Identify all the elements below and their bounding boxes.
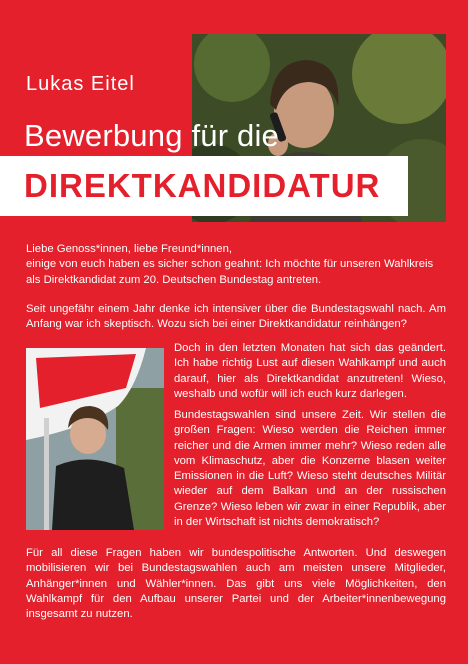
flag-photo-illustration — [26, 348, 164, 530]
title-line-2: DIREKTKANDIDATUR — [24, 167, 381, 204]
author-name: Lukas Eitel — [26, 73, 135, 95]
paragraph-2: Seit ungefähr einem Jahr denke ich intensiver über die Bundestagswahl nach. Am Anfang war ich skeptisch. Wozu sich bei einer Direktkandidatur reinhängen? — [26, 303, 446, 331]
paragraph-4: Bundestagswahlen sind unsere Zeit. Wir stellen die großen Fragen: Wieso werden die Reichen immer reicher und die Armen immer mehr? Wieso reden alle vom Klimaschutz, aber die Konzerne blasen weiter Emissionen in die Luft? Wieso steht deutsches Militär wieder auf dem Balkan und an der russischen Grenze? Wieso leben wir zwar in einer Republik, aber in der Wirtschaft ist nichts demokratisch? — [174, 409, 446, 529]
paragraph-3: Doch in den letzten Monaten hat sich das geändert. Ich habe richtig Lust auf diesen Wahlkampf und auch darauf, hier als Direktkandidat anzutreten! Wieso, weshalb und wofür will ich euch kurz darlegen. — [174, 342, 446, 400]
greeting-line: Liebe Genoss*innen, liebe Freund*innen, — [26, 243, 233, 255]
intro-text: einige von euch haben es sicher schon geahnt: Ich möchte für unseren Wahlkreis als Direktkandidat zum 20. Deutschen Bundestag antreten. — [26, 258, 434, 286]
title-line-1: Bewerbung für die — [24, 118, 280, 153]
photo-with-flag — [26, 348, 164, 530]
paragraph-greeting — [26, 242, 446, 288]
paragraph-5: Für all diese Fragen haben wir bundespolitische Antworten. Und deswegen mobilisieren wir bei Bundestagswahlen auch am meisten unsere Mitglieder, Anhänger*innen und Wähler*innen. Das gibt uns viele Möglichkeiten, den Wahlkampf für den Aufbau unserer Partei und der Arbeiter*innenbewegung insgesamt zu nutzen. — [26, 547, 446, 621]
